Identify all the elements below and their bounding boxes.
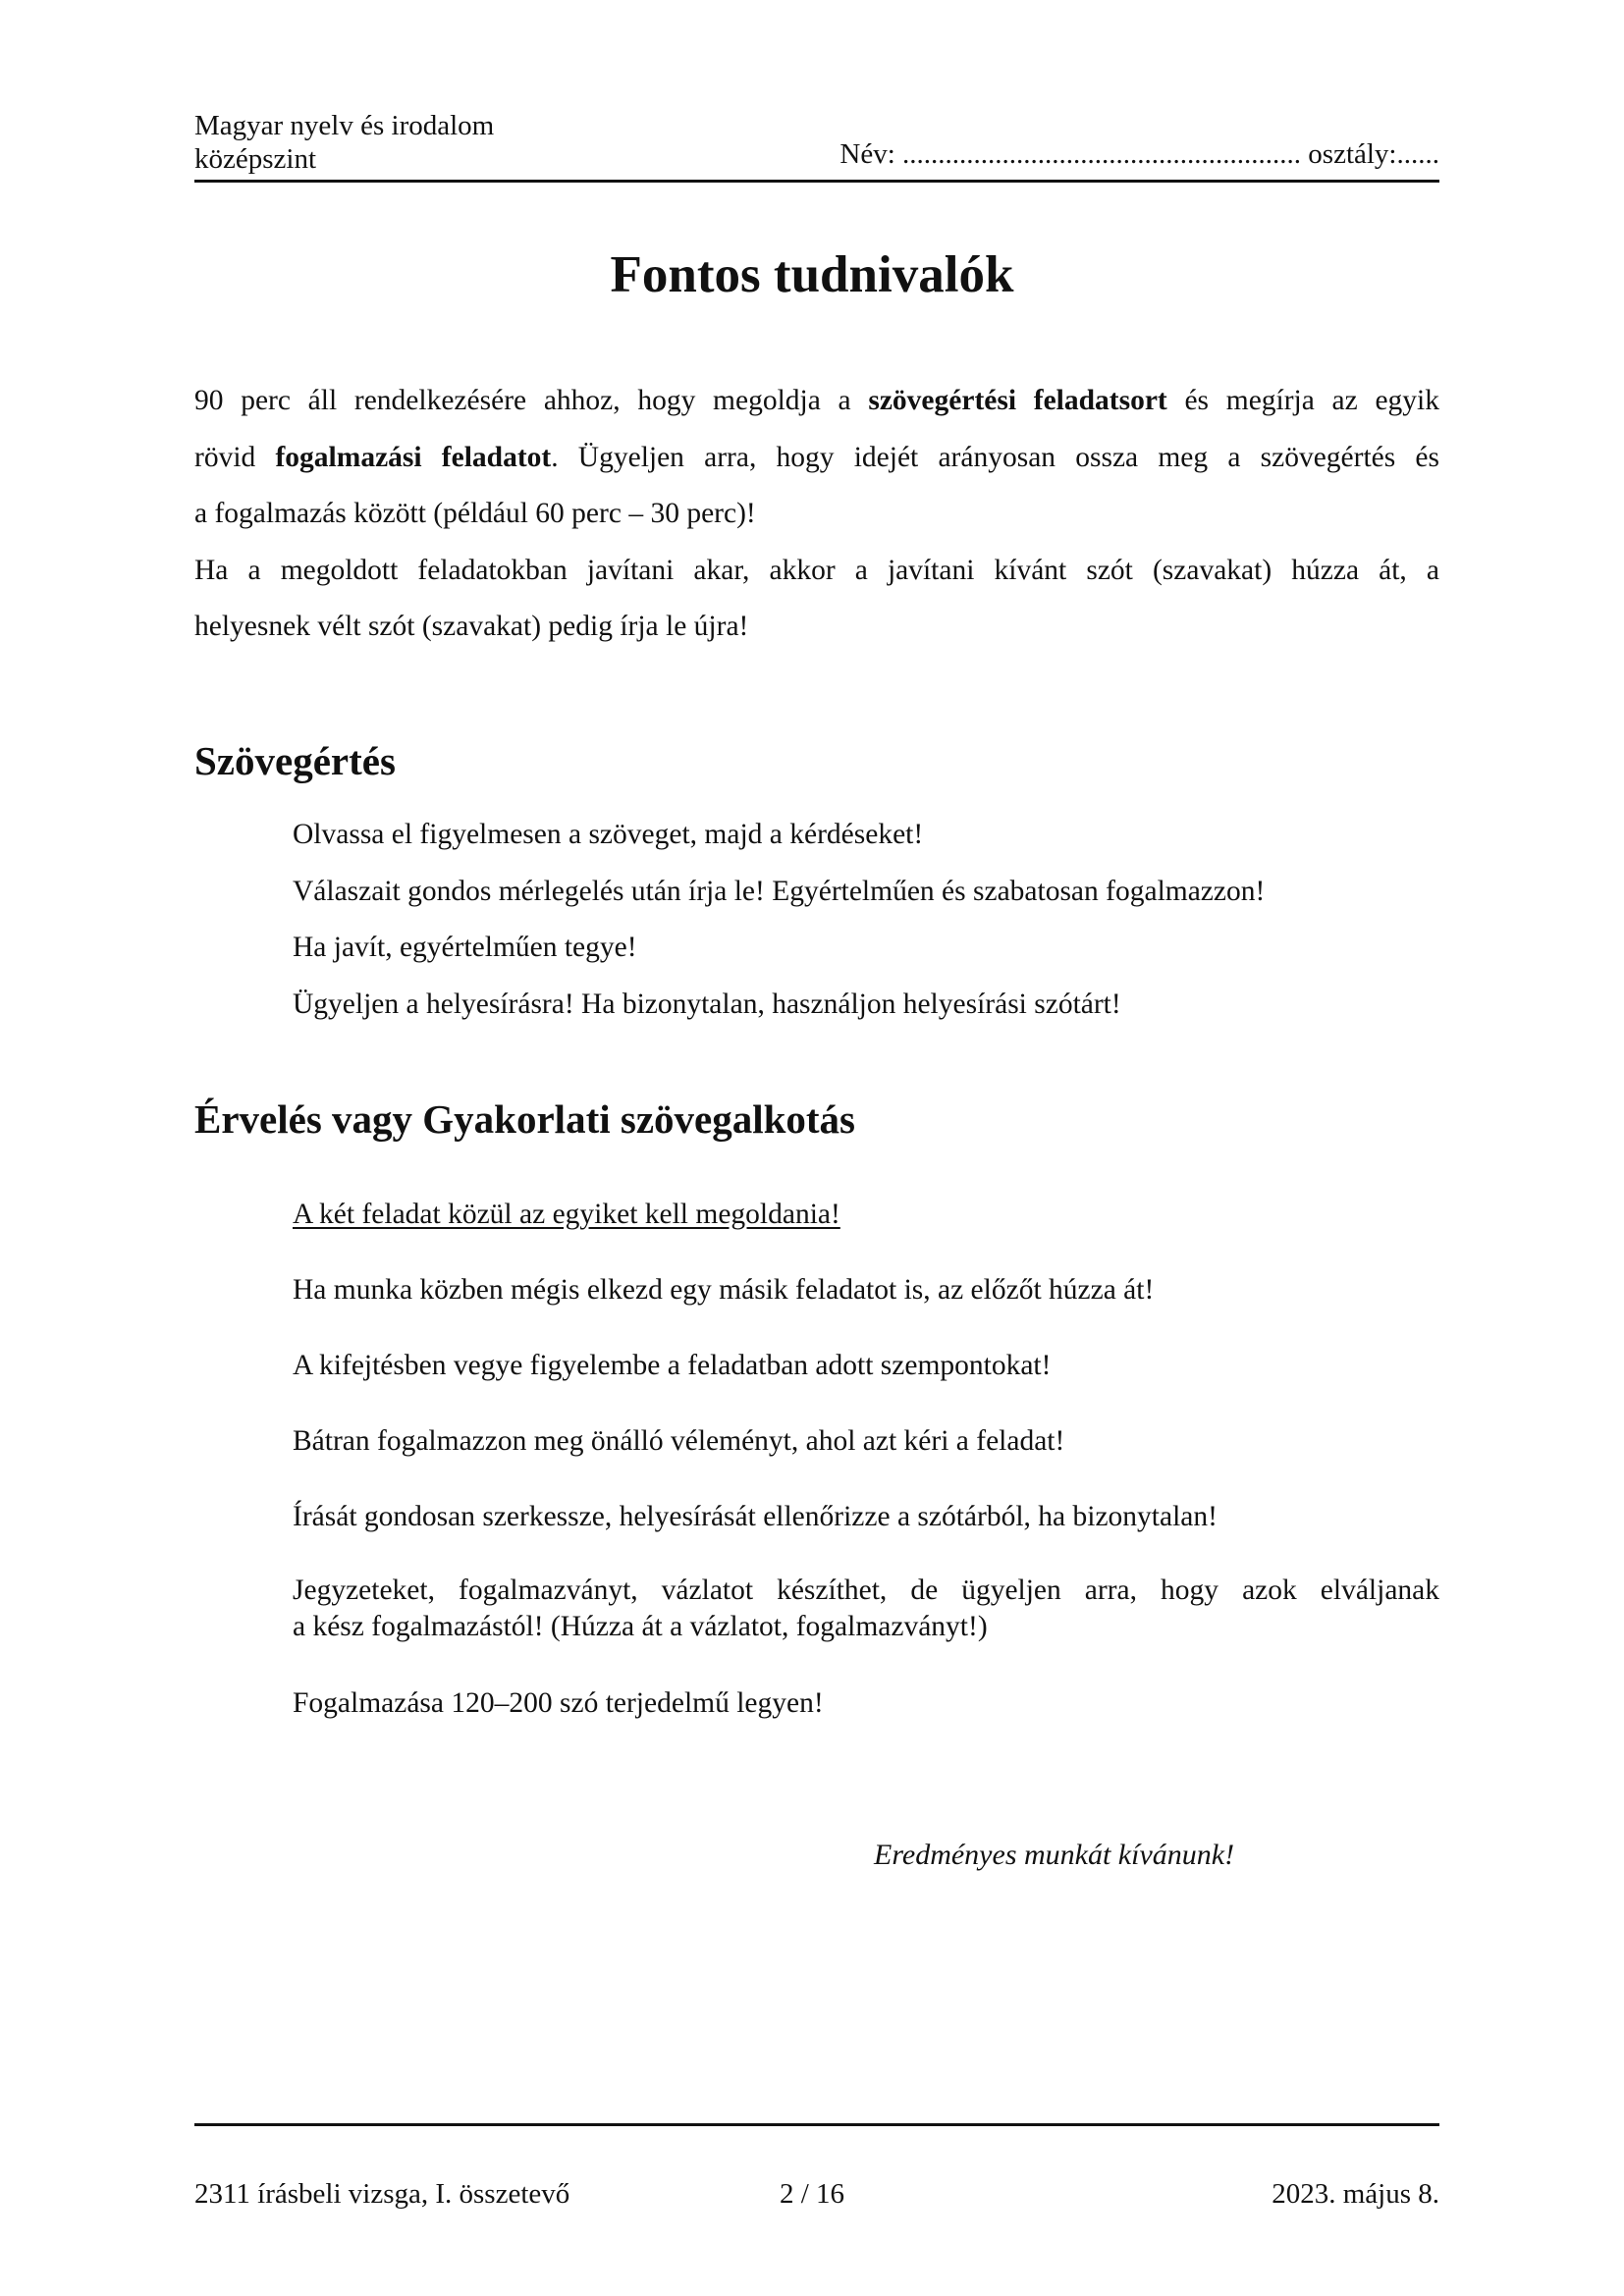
intro-text: és megírja az egyik bbox=[1166, 385, 1439, 416]
writing-instruction-underlined: A két feladat közül az egyiket kell megoldania! bbox=[293, 1199, 840, 1230]
header-divider bbox=[194, 180, 1439, 183]
intro-text: rövid bbox=[194, 441, 276, 473]
section-heading-writing: Érvelés vagy Gyakorlati szövegalkotás bbox=[194, 1096, 856, 1142]
footer-page-number: 2 / 16 bbox=[779, 2178, 845, 2210]
header-subject-line2: középszint bbox=[194, 143, 317, 175]
reading-instruction: Olvassa el figyelmesen a szöveget, majd a kérdéseket! bbox=[293, 819, 924, 850]
writing-instruction: Fogalmazása 120–200 szó terjedelmű legyen! bbox=[293, 1687, 824, 1719]
footer-divider bbox=[194, 2123, 1439, 2126]
reading-instructions bbox=[293, 807, 1265, 1033]
intro-line-1 bbox=[194, 373, 1439, 430]
section-heading-reading: Szövegértés bbox=[194, 738, 396, 783]
header-name-class-field: Név: ........................................................ osztály:...... bbox=[839, 138, 1439, 170]
footer-exam-id: 2311 írásbeli vizsga, I. összetevő bbox=[194, 2178, 570, 2210]
header-subject bbox=[194, 109, 494, 176]
writing-instruction-line: Jegyzeteket, fogalmazványt, vázlatot készíthet, de ügyeljen arra, hogy azok elváljanak bbox=[293, 1575, 1439, 1606]
intro-text: . Ügyeljen arra, hogy idejét arányosan ossza meg a szövegértés és bbox=[551, 441, 1439, 473]
intro-bold-writing-task: fogalmazási feladatot bbox=[275, 441, 552, 473]
reading-instruction: Ha javít, egyértelműen tegye! bbox=[293, 932, 637, 963]
page-title: Fontos tudnivalók bbox=[610, 246, 1014, 303]
writing-instruction bbox=[293, 1573, 1439, 1683]
closing-wish: Eredményes munkát kívánunk! bbox=[874, 1839, 1235, 1871]
header-subject-line1: Magyar nyelv és irodalom bbox=[194, 110, 495, 141]
intro-line-3: a fogalmazás között (például 60 perc – 30 perc)! bbox=[194, 498, 756, 529]
reading-instruction: Válaszait gondos mérlegelés után írja le! Egyértelműen és szabatosan fogalmazzon! bbox=[293, 875, 1266, 907]
intro-line-4: Ha a megoldott feladatokban javítani akar, akkor a javítani kívánt szót (szavakat) húzza át, a bbox=[194, 554, 1439, 586]
writing-instruction bbox=[293, 1195, 1439, 1270]
writing-instruction-line: a kész fogalmazástól! (Húzza át a vázlatot, fogalmazványt!) bbox=[293, 1611, 988, 1642]
writing-instruction: Bátran fogalmazzon meg önálló véleményt, ahol azt kéri a feladat! bbox=[293, 1425, 1065, 1457]
writing-instruction: Írását gondosan szerkessze, helyesírását ellenőrizze a szótárból, ha bizonytalan! bbox=[293, 1501, 1218, 1532]
writing-instructions bbox=[293, 1195, 1439, 1759]
intro-line-5: helyesnek vélt szót (szavakat) pedig írja le újra! bbox=[194, 611, 749, 642]
intro-paragraph bbox=[194, 373, 1439, 656]
writing-instruction: Ha munka közben mégis elkezd egy másik feladatot is, az előzőt húzza át! bbox=[293, 1274, 1155, 1306]
intro-bold-reading-tasks: szövegértési feladatsort bbox=[868, 385, 1167, 416]
footer-date: 2023. május 8. bbox=[1272, 2178, 1439, 2210]
intro-text: 90 perc áll rendelkezésére ahhoz, hogy megoldja a bbox=[194, 385, 869, 416]
writing-instruction: A kifejtésben vegye figyelembe a feladatban adott szempontokat! bbox=[293, 1350, 1052, 1381]
intro-line-2 bbox=[194, 430, 1439, 487]
reading-instruction: Ügyeljen a helyesírásra! Ha bizonytalan, használjon helyesírási szótárt! bbox=[293, 988, 1121, 1020]
